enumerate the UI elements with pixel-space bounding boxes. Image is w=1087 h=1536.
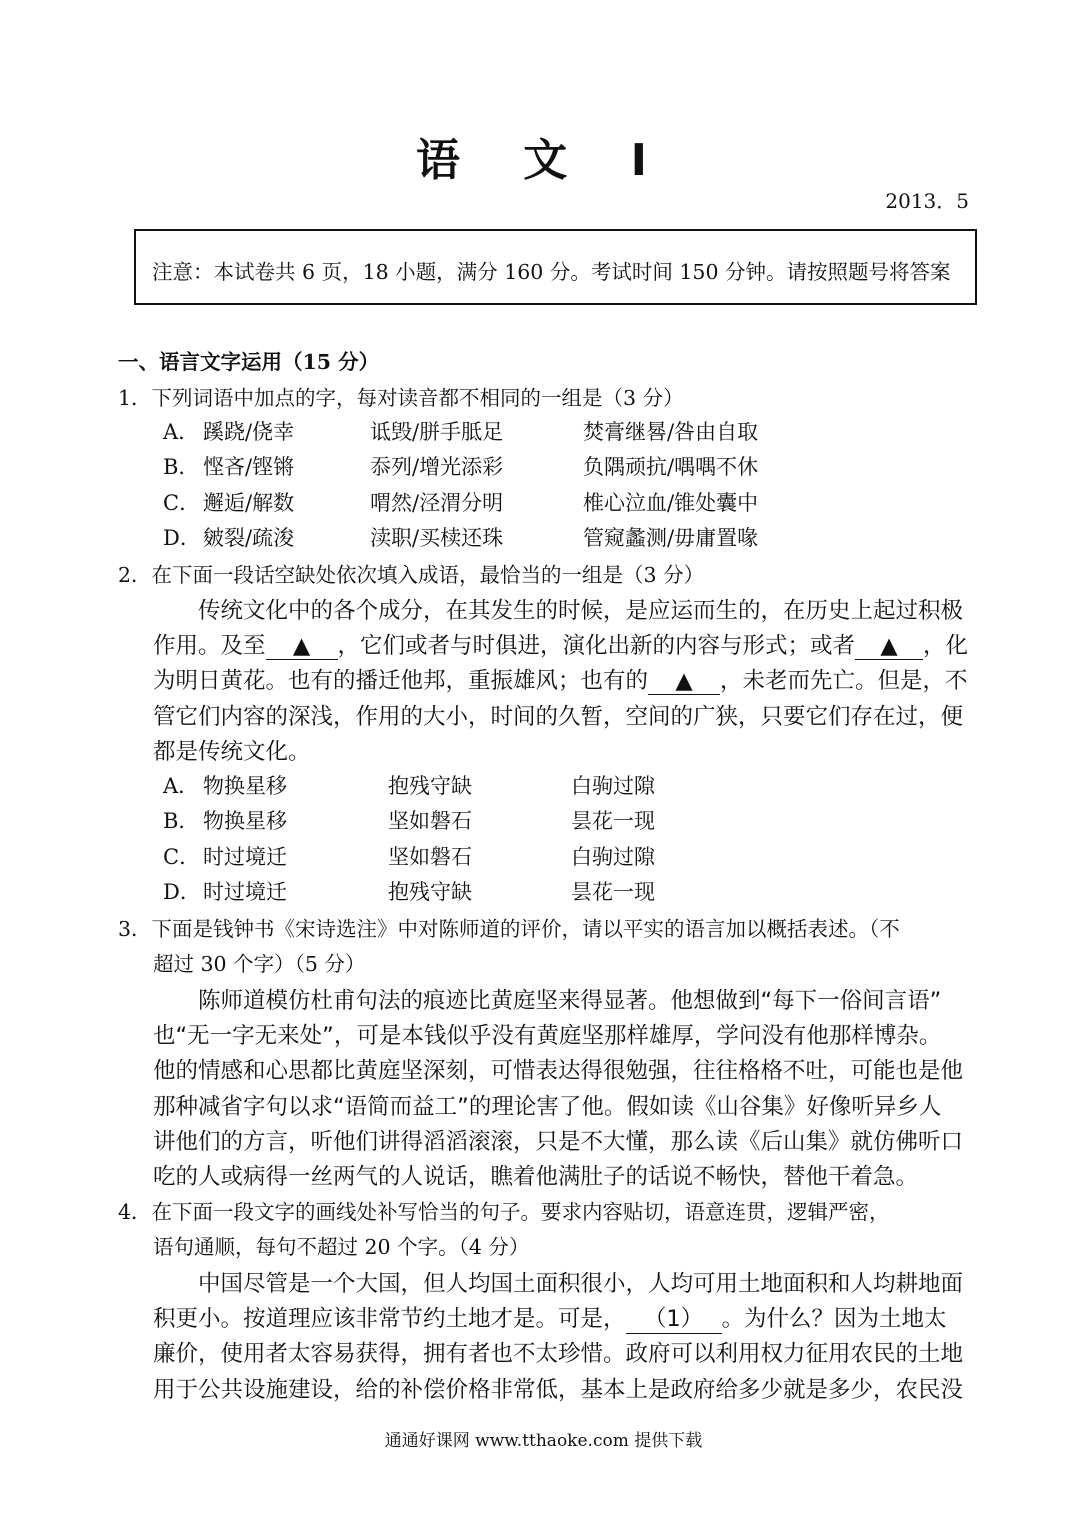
blank-1: ▲ [266,633,338,660]
q2-option-d-col3: 昙花一现 [571,880,655,904]
q2-option-c-col3: 白驹过隙 [571,845,655,869]
q3-passage-line: 吃的人或病得一丝两气的人说话，瞧着他满肚子的话说不畅快，替他干着急。 [153,1164,919,1190]
section-heading: 一、语言文字运用（15 分） [118,350,380,374]
q2-passage-line: 传统文化中的各个成分，在其发生的时候，是应运而生的，在历史上起过积极 [153,598,964,624]
q1-option-c-col2: 喟然/泾渭分明 [370,491,504,515]
q3-passage-line: 讲他们的方言，听他们讲得滔滔滚滚，只是不大懂，那么读《后山集》就仿佛听口 [153,1129,964,1155]
q1-option-a-col3: 焚膏继晷/咎由自取 [583,420,759,444]
q4-stem-cont: 语句通顺，每句不超过 20 个字。（4 分） [153,1235,530,1259]
q1-option-d-col2: 渎职/买椟还珠 [370,526,504,550]
blank-2: ▲ [855,633,923,660]
q3-stem: 3．下面是钱钟书《宋诗选注》中对陈师道的评价，请以平实的语言加以概括表述。（不 [118,917,900,941]
q2-passage-line: 为明日黄花。也有的播迁他邦，重振雄风；也有的 ▲ ，未老而先亡。但是，不 [153,668,968,694]
q2-option-a-col3: 白驹过隙 [571,774,655,798]
q2-option-b-col2: 坚如磐石 [388,809,472,833]
q2-option-d-col1: 时过境迁 [203,880,287,904]
q2-option-label: C． [163,845,201,869]
q2-option-d-col2: 抱残守缺 [388,880,472,904]
blank-3: ▲ [648,668,720,695]
q4-passage-line: 中国尽管是一个大国，但人均国土面积很小，人均可用土地面积和人均耕地面 [153,1271,964,1297]
q1-option-c-col1: 邂逅/解数 [203,491,295,515]
q1-option-label: D． [163,526,201,550]
notice-text: 注意：本试卷共 6 页，18 小题，满分 160 分。考试时间 150 分钟。请按照题号将答案 [152,260,951,284]
q1-option-label: A． [163,420,200,444]
q2-option-b-col3: 昙花一现 [571,809,655,833]
q2-stem: 2．在下面一段话空缺处依次填入成语，最恰当的一组是（3 分） [118,563,705,587]
q2-option-b-col1: 物换星移 [203,809,287,833]
q1-option-label: B． [163,455,200,479]
q1-option-label: C． [163,491,201,515]
q4-passage-line: 用于公共设施建设，给的补偿价格非常低，基本上是政府给多少就是多少，农民没 [153,1377,964,1403]
q1-stem: 1．下列词语中加点的字，每对读音都不相同的一组是（3 分） [118,386,684,410]
q1-option-c-col3: 椎心泣血/锥处囊中 [583,491,759,515]
q2-option-label: D． [163,880,201,904]
q2-passage-line: 都是传统文化。 [153,739,311,765]
page-title: 语 文 Ⅰ [415,135,671,186]
q3-passage-line: 也“无一字无来处”，可是本钱似乎没有黄庭坚那样雄厚，学问没有他那样博杂。 [153,1023,942,1049]
q1-option-d-col3: 管窥蠡测/毋庸置喙 [583,526,759,550]
q3-passage-line: 他的情感和心思都比黄庭坚深刻，可惜表达得很勉强，往往格格不吐，可能也是他 [153,1058,964,1084]
q1-option-d-col1: 皴裂/疏浚 [203,526,295,550]
q1-option-a-col2: 诋毁/胼手胝足 [370,420,504,444]
q3-stem-cont: 超过 30 个字）（5 分） [153,952,366,976]
q1-option-b-col3: 负隅顽抗/喁喁不休 [583,455,759,479]
q1-option-b-col2: 忝列/增光添彩 [370,455,504,479]
q2-option-a-col1: 物换星移 [203,774,287,798]
blank-1: （1） [626,1301,722,1334]
q3-passage-line: 那种减省字句以求“语简而益工”的理论害了他。假如读《山谷集》好像听异乡人 [153,1094,942,1120]
q4-passage-line: 廉价，使用者太容易获得，拥有者也不太珍惜。政府可以利用权力征用农民的土地 [153,1341,964,1367]
q1-option-b-col1: 悭吝/铿锵 [203,455,295,479]
q4-passage-line: 积更小。按道理应该非常节约土地才是。可是， （1） 。为什么？因为土地太 [153,1301,947,1334]
q3-passage-line: 陈师道模仿杜甫句法的痕迹比黄庭坚来得显著。他想做到“每下一俗间言语” [153,988,942,1014]
q2-option-label: B． [163,809,200,833]
q2-passage-line: 管它们内容的深浅，作用的大小，时间的久暂，空间的广狭，只要它们存在过，便 [153,704,964,730]
q2-option-c-col1: 时过境迁 [203,845,287,869]
q4-stem: 4．在下面一段文字的画线处补写恰当的句子。要求内容贴切，语意连贯，逻辑严密， [118,1200,890,1224]
exam-date: 2013．5 [885,189,969,213]
q2-option-label: A． [163,774,200,798]
notice-box [134,229,977,305]
q1-option-a-col1: 蹊跷/侥幸 [203,420,295,444]
q2-option-a-col2: 抱残守缺 [388,774,472,798]
footer-text: 通通好课网 www.tthaoke.com 提供下载 [384,1431,703,1451]
q2-option-c-col2: 坚如磐石 [388,845,472,869]
q2-passage-line: 作用。及至 ▲ ，它们或者与时俱进，演化出新的内容与形式；或者 ▲ ，化 [153,633,969,659]
